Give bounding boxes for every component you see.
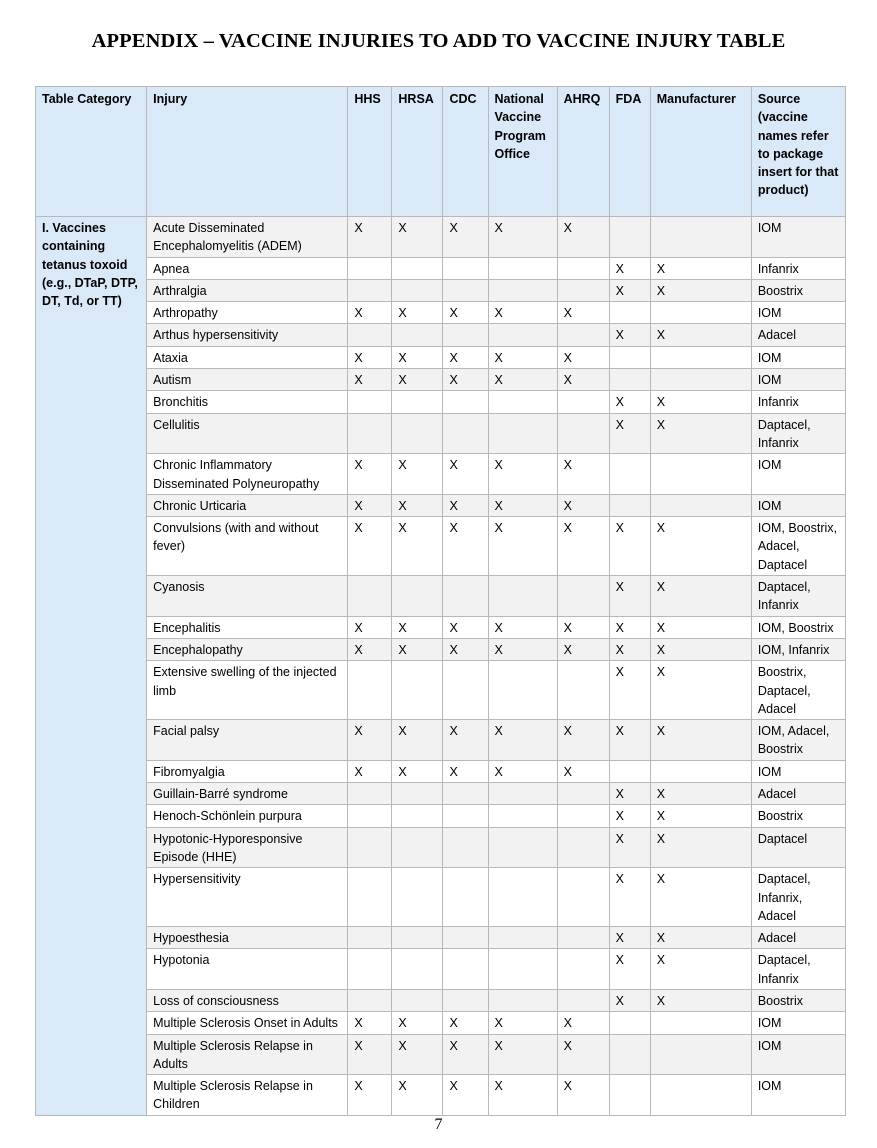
- cell-manufacturer: X: [650, 949, 751, 990]
- cell-nvpo: X: [488, 720, 557, 761]
- cell-hhs: [348, 257, 392, 279]
- cell-ahrq: X: [557, 454, 609, 495]
- cell-source: IOM: [751, 302, 845, 324]
- cell-cdc: X: [443, 720, 488, 761]
- cell-injury: Multiple Sclerosis Relapse in Children: [147, 1075, 348, 1116]
- column-header-source: Source (vaccine names refer to package insert for that product): [751, 87, 845, 217]
- cell-hrsa: X: [392, 302, 443, 324]
- cell-injury: Cellulitis: [147, 413, 348, 454]
- cell-manufacturer: X: [650, 413, 751, 454]
- cell-ahrq: [557, 868, 609, 927]
- cell-source: Boostrix: [751, 805, 845, 827]
- table-row: [36, 302, 846, 324]
- table-row: [36, 616, 846, 638]
- cell-cdc: [443, 576, 488, 617]
- table-row: [36, 949, 846, 990]
- cell-hhs: X: [348, 638, 392, 660]
- cell-fda: X: [609, 927, 650, 949]
- cell-injury: Henoch-Schönlein purpura: [147, 805, 348, 827]
- cell-injury: Extensive swelling of the injected limb: [147, 661, 348, 720]
- cell-ahrq: [557, 413, 609, 454]
- cell-hrsa: X: [392, 346, 443, 368]
- cell-nvpo: [488, 783, 557, 805]
- cell-nvpo: X: [488, 616, 557, 638]
- cell-fda: [609, 494, 650, 516]
- cell-ahrq: [557, 827, 609, 868]
- cell-nvpo: [488, 391, 557, 413]
- cell-cdc: [443, 413, 488, 454]
- cell-cdc: [443, 805, 488, 827]
- cell-cdc: X: [443, 494, 488, 516]
- cell-hrsa: X: [392, 616, 443, 638]
- cell-ahrq: [557, 949, 609, 990]
- cell-injury: Guillain-Barré syndrome: [147, 783, 348, 805]
- cell-source: Daptacel, Infanrix: [751, 576, 845, 617]
- cell-hrsa: X: [392, 494, 443, 516]
- cell-fda: [609, 760, 650, 782]
- cell-hhs: X: [348, 1075, 392, 1116]
- column-header-ahrq: AHRQ: [557, 87, 609, 217]
- cell-hrsa: [392, 661, 443, 720]
- cell-cdc: X: [443, 454, 488, 495]
- cell-hrsa: X: [392, 217, 443, 258]
- cell-hrsa: [392, 576, 443, 617]
- cell-fda: X: [609, 279, 650, 301]
- cell-hrsa: X: [392, 720, 443, 761]
- cell-manufacturer: X: [650, 616, 751, 638]
- cell-fda: X: [609, 413, 650, 454]
- column-header-nvpo: National Vaccine Program Office: [488, 87, 557, 217]
- cell-source: Adacel: [751, 324, 845, 346]
- cell-fda: X: [609, 638, 650, 660]
- table-row: [36, 868, 846, 927]
- cell-manufacturer: X: [650, 827, 751, 868]
- cell-cdc: [443, 927, 488, 949]
- cell-hhs: X: [348, 302, 392, 324]
- cell-cdc: [443, 949, 488, 990]
- cell-cdc: X: [443, 1034, 488, 1075]
- cell-injury: Arthropathy: [147, 302, 348, 324]
- cell-nvpo: [488, 661, 557, 720]
- cell-hrsa: [392, 868, 443, 927]
- table-row: [36, 927, 846, 949]
- cell-nvpo: X: [488, 1075, 557, 1116]
- cell-hhs: X: [348, 616, 392, 638]
- cell-manufacturer: [650, 760, 751, 782]
- cell-ahrq: X: [557, 638, 609, 660]
- cell-hhs: X: [348, 369, 392, 391]
- cell-manufacturer: [650, 346, 751, 368]
- cell-ahrq: X: [557, 1075, 609, 1116]
- column-header-hrsa: HRSA: [392, 87, 443, 217]
- cell-ahrq: [557, 391, 609, 413]
- cell-manufacturer: [650, 369, 751, 391]
- cell-fda: X: [609, 783, 650, 805]
- cell-fda: X: [609, 616, 650, 638]
- cell-hhs: [348, 927, 392, 949]
- cell-fda: X: [609, 805, 650, 827]
- cell-fda: X: [609, 989, 650, 1011]
- cell-ahrq: [557, 279, 609, 301]
- cell-injury: Multiple Sclerosis Relapse in Adults: [147, 1034, 348, 1075]
- cell-hrsa: [392, 391, 443, 413]
- table-row: [36, 369, 846, 391]
- cell-source: Boostrix, Daptacel, Adacel: [751, 661, 845, 720]
- cell-hrsa: X: [392, 760, 443, 782]
- cell-fda: X: [609, 517, 650, 576]
- cell-nvpo: [488, 805, 557, 827]
- cell-source: IOM: [751, 494, 845, 516]
- cell-manufacturer: X: [650, 661, 751, 720]
- cell-nvpo: [488, 279, 557, 301]
- table-row: [36, 324, 846, 346]
- cell-injury: Chronic Urticaria: [147, 494, 348, 516]
- cell-injury: Encephalitis: [147, 616, 348, 638]
- cell-ahrq: X: [557, 616, 609, 638]
- cell-nvpo: [488, 868, 557, 927]
- table-row: [36, 454, 846, 495]
- table-row: [36, 805, 846, 827]
- table-row: [36, 827, 846, 868]
- cell-nvpo: X: [488, 217, 557, 258]
- table-row: [36, 391, 846, 413]
- cell-manufacturer: X: [650, 868, 751, 927]
- cell-cdc: X: [443, 616, 488, 638]
- cell-injury: Autism: [147, 369, 348, 391]
- cell-cdc: [443, 324, 488, 346]
- cell-fda: X: [609, 576, 650, 617]
- cell-hhs: X: [348, 494, 392, 516]
- cell-nvpo: [488, 989, 557, 1011]
- cell-hhs: [348, 279, 392, 301]
- cell-source: Daptacel, Infanrix, Adacel: [751, 868, 845, 927]
- cell-manufacturer: X: [650, 927, 751, 949]
- cell-nvpo: X: [488, 454, 557, 495]
- page-number: 7: [434, 1116, 443, 1133]
- cell-fda: [609, 302, 650, 324]
- cell-source: Boostrix: [751, 989, 845, 1011]
- cell-manufacturer: [650, 217, 751, 258]
- cell-nvpo: [488, 927, 557, 949]
- cell-nvpo: [488, 257, 557, 279]
- cell-hrsa: [392, 413, 443, 454]
- cell-nvpo: X: [488, 369, 557, 391]
- cell-hhs: [348, 949, 392, 990]
- cell-ahrq: X: [557, 369, 609, 391]
- column-header-injury: Injury: [147, 87, 348, 217]
- cell-injury: Arthus hypersensitivity: [147, 324, 348, 346]
- cell-manufacturer: X: [650, 805, 751, 827]
- cell-nvpo: [488, 413, 557, 454]
- cell-hrsa: [392, 783, 443, 805]
- cell-hrsa: X: [392, 1075, 443, 1116]
- cell-injury: Bronchitis: [147, 391, 348, 413]
- cell-cdc: [443, 661, 488, 720]
- cell-source: IOM, Adacel, Boostrix: [751, 720, 845, 761]
- table-row: [36, 1075, 846, 1116]
- cell-injury: Loss of consciousness: [147, 989, 348, 1011]
- cell-source: Daptacel: [751, 827, 845, 868]
- cell-injury: Hypotonic-Hyporesponsive Episode (HHE): [147, 827, 348, 868]
- cell-injury: Hypersensitivity: [147, 868, 348, 927]
- table-row: [36, 257, 846, 279]
- page-title: APPENDIX – VACCINE INJURIES TO ADD TO VACCINE INJURY TABLE: [91, 30, 786, 52]
- cell-source: IOM: [751, 1075, 845, 1116]
- cell-cdc: [443, 827, 488, 868]
- cell-nvpo: X: [488, 1034, 557, 1075]
- table-row: [36, 413, 846, 454]
- cell-hhs: X: [348, 517, 392, 576]
- cell-hhs: X: [348, 454, 392, 495]
- cell-ahrq: [557, 783, 609, 805]
- cell-hhs: [348, 576, 392, 617]
- cell-hrsa: X: [392, 1034, 443, 1075]
- cell-manufacturer: X: [650, 324, 751, 346]
- cell-fda: X: [609, 868, 650, 927]
- table-row: [36, 346, 846, 368]
- cell-hrsa: X: [392, 1012, 443, 1034]
- cell-hrsa: [392, 989, 443, 1011]
- cell-hrsa: [392, 949, 443, 990]
- table-row: [36, 661, 846, 720]
- cell-hhs: X: [348, 1012, 392, 1034]
- cell-hrsa: X: [392, 517, 443, 576]
- cell-hhs: [348, 989, 392, 1011]
- cell-fda: X: [609, 324, 650, 346]
- cell-injury: Cyanosis: [147, 576, 348, 617]
- cell-nvpo: X: [488, 760, 557, 782]
- cell-nvpo: X: [488, 1012, 557, 1034]
- cell-injury: Fibromyalgia: [147, 760, 348, 782]
- cell-hhs: X: [348, 1034, 392, 1075]
- cell-ahrq: X: [557, 217, 609, 258]
- cell-ahrq: [557, 257, 609, 279]
- cell-source: Boostrix: [751, 279, 845, 301]
- cell-hhs: X: [348, 760, 392, 782]
- cell-source: Infanrix: [751, 257, 845, 279]
- column-header-cdc: CDC: [443, 87, 488, 217]
- cell-injury: Ataxia: [147, 346, 348, 368]
- cell-cdc: X: [443, 217, 488, 258]
- cell-nvpo: [488, 324, 557, 346]
- cell-manufacturer: X: [650, 257, 751, 279]
- table-row: [36, 638, 846, 660]
- cell-hrsa: [392, 257, 443, 279]
- cell-hrsa: [392, 927, 443, 949]
- cell-source: IOM, Infanrix: [751, 638, 845, 660]
- cell-fda: [609, 217, 650, 258]
- cell-hhs: X: [348, 720, 392, 761]
- cell-manufacturer: X: [650, 720, 751, 761]
- cell-manufacturer: X: [650, 391, 751, 413]
- cell-injury: Multiple Sclerosis Onset in Adults: [147, 1012, 348, 1034]
- table-row: [36, 217, 846, 258]
- cell-hhs: [348, 827, 392, 868]
- cell-source: IOM, Boostrix: [751, 616, 845, 638]
- cell-cdc: [443, 279, 488, 301]
- table-header-row: [36, 87, 846, 217]
- cell-hrsa: [392, 279, 443, 301]
- cell-hrsa: [392, 827, 443, 868]
- cell-injury: Encephalopathy: [147, 638, 348, 660]
- cell-ahrq: X: [557, 720, 609, 761]
- table-category-cell: I. Vaccines containing tetanus toxoid (e.g., DTaP, DTP, DT, Td, or TT): [36, 217, 147, 1116]
- cell-ahrq: X: [557, 494, 609, 516]
- column-header-hhs: HHS: [348, 87, 392, 217]
- cell-nvpo: X: [488, 346, 557, 368]
- cell-hhs: [348, 868, 392, 927]
- cell-cdc: [443, 391, 488, 413]
- cell-injury: Hypotonia: [147, 949, 348, 990]
- cell-ahrq: X: [557, 1012, 609, 1034]
- cell-fda: X: [609, 827, 650, 868]
- cell-cdc: X: [443, 369, 488, 391]
- cell-hrsa: X: [392, 454, 443, 495]
- cell-cdc: X: [443, 346, 488, 368]
- cell-cdc: X: [443, 760, 488, 782]
- cell-cdc: [443, 868, 488, 927]
- cell-manufacturer: [650, 302, 751, 324]
- cell-manufacturer: X: [650, 638, 751, 660]
- cell-fda: X: [609, 720, 650, 761]
- table-row: [36, 1034, 846, 1075]
- cell-ahrq: X: [557, 517, 609, 576]
- cell-hhs: X: [348, 346, 392, 368]
- table-row: [36, 783, 846, 805]
- cell-cdc: X: [443, 1075, 488, 1116]
- cell-cdc: [443, 783, 488, 805]
- cell-source: IOM: [751, 1034, 845, 1075]
- cell-fda: X: [609, 257, 650, 279]
- cell-ahrq: X: [557, 1034, 609, 1075]
- cell-hhs: [348, 805, 392, 827]
- cell-ahrq: [557, 576, 609, 617]
- cell-nvpo: X: [488, 494, 557, 516]
- cell-source: IOM: [751, 1012, 845, 1034]
- cell-hhs: [348, 661, 392, 720]
- cell-fda: X: [609, 949, 650, 990]
- cell-fda: X: [609, 661, 650, 720]
- cell-injury: Hypoesthesia: [147, 927, 348, 949]
- cell-hrsa: X: [392, 369, 443, 391]
- cell-manufacturer: X: [650, 279, 751, 301]
- cell-source: IOM: [751, 760, 845, 782]
- cell-manufacturer: [650, 1012, 751, 1034]
- cell-ahrq: X: [557, 346, 609, 368]
- cell-source: IOM: [751, 346, 845, 368]
- cell-fda: X: [609, 391, 650, 413]
- cell-manufacturer: X: [650, 576, 751, 617]
- cell-fda: [609, 454, 650, 495]
- cell-ahrq: [557, 805, 609, 827]
- cell-manufacturer: [650, 454, 751, 495]
- cell-ahrq: [557, 989, 609, 1011]
- cell-nvpo: [488, 949, 557, 990]
- cell-nvpo: X: [488, 638, 557, 660]
- cell-nvpo: [488, 576, 557, 617]
- cell-source: IOM: [751, 369, 845, 391]
- cell-manufacturer: [650, 1075, 751, 1116]
- cell-injury: Arthralgia: [147, 279, 348, 301]
- cell-nvpo: [488, 827, 557, 868]
- cell-hhs: [348, 391, 392, 413]
- cell-hhs: X: [348, 217, 392, 258]
- table-row: [36, 760, 846, 782]
- cell-injury: Facial palsy: [147, 720, 348, 761]
- table-row: [36, 279, 846, 301]
- vaccine-injury-table: [35, 86, 846, 1116]
- cell-cdc: X: [443, 1012, 488, 1034]
- cell-hhs: [348, 413, 392, 454]
- table-row: [36, 989, 846, 1011]
- cell-fda: [609, 369, 650, 391]
- column-header-fda: FDA: [609, 87, 650, 217]
- column-header-manufacturer: Manufacturer: [650, 87, 751, 217]
- cell-fda: [609, 346, 650, 368]
- cell-injury: Convulsions (with and without fever): [147, 517, 348, 576]
- cell-source: IOM, Boostrix, Adacel, Daptacel: [751, 517, 845, 576]
- cell-hhs: [348, 324, 392, 346]
- cell-manufacturer: X: [650, 517, 751, 576]
- cell-fda: [609, 1075, 650, 1116]
- cell-cdc: X: [443, 638, 488, 660]
- cell-cdc: X: [443, 302, 488, 324]
- table-row: [36, 720, 846, 761]
- cell-ahrq: [557, 927, 609, 949]
- cell-hrsa: [392, 324, 443, 346]
- cell-fda: [609, 1012, 650, 1034]
- cell-ahrq: X: [557, 302, 609, 324]
- cell-manufacturer: X: [650, 989, 751, 1011]
- cell-injury: Apnea: [147, 257, 348, 279]
- cell-manufacturer: [650, 494, 751, 516]
- cell-source: Adacel: [751, 783, 845, 805]
- cell-ahrq: [557, 324, 609, 346]
- cell-hrsa: [392, 805, 443, 827]
- cell-cdc: [443, 257, 488, 279]
- table-row: [36, 494, 846, 516]
- cell-source: Daptacel, Infanrix: [751, 949, 845, 990]
- cell-source: Infanrix: [751, 391, 845, 413]
- table-row: [36, 576, 846, 617]
- cell-ahrq: [557, 661, 609, 720]
- cell-cdc: [443, 989, 488, 1011]
- table-row: [36, 1012, 846, 1034]
- cell-source: Adacel: [751, 927, 845, 949]
- cell-injury: Acute Disseminated Encephalomyelitis (ADEM): [147, 217, 348, 258]
- cell-cdc: X: [443, 517, 488, 576]
- cell-nvpo: X: [488, 517, 557, 576]
- cell-fda: [609, 1034, 650, 1075]
- column-header-table-category: Table Category: [36, 87, 147, 217]
- cell-injury: Chronic Inflammatory Disseminated Polyneuropathy: [147, 454, 348, 495]
- cell-source: IOM: [751, 217, 845, 258]
- cell-hhs: [348, 783, 392, 805]
- cell-manufacturer: [650, 1034, 751, 1075]
- cell-source: Daptacel, Infanrix: [751, 413, 845, 454]
- cell-nvpo: X: [488, 302, 557, 324]
- cell-manufacturer: X: [650, 783, 751, 805]
- cell-hrsa: X: [392, 638, 443, 660]
- table-row: [36, 517, 846, 576]
- cell-source: IOM: [751, 454, 845, 495]
- cell-ahrq: X: [557, 760, 609, 782]
